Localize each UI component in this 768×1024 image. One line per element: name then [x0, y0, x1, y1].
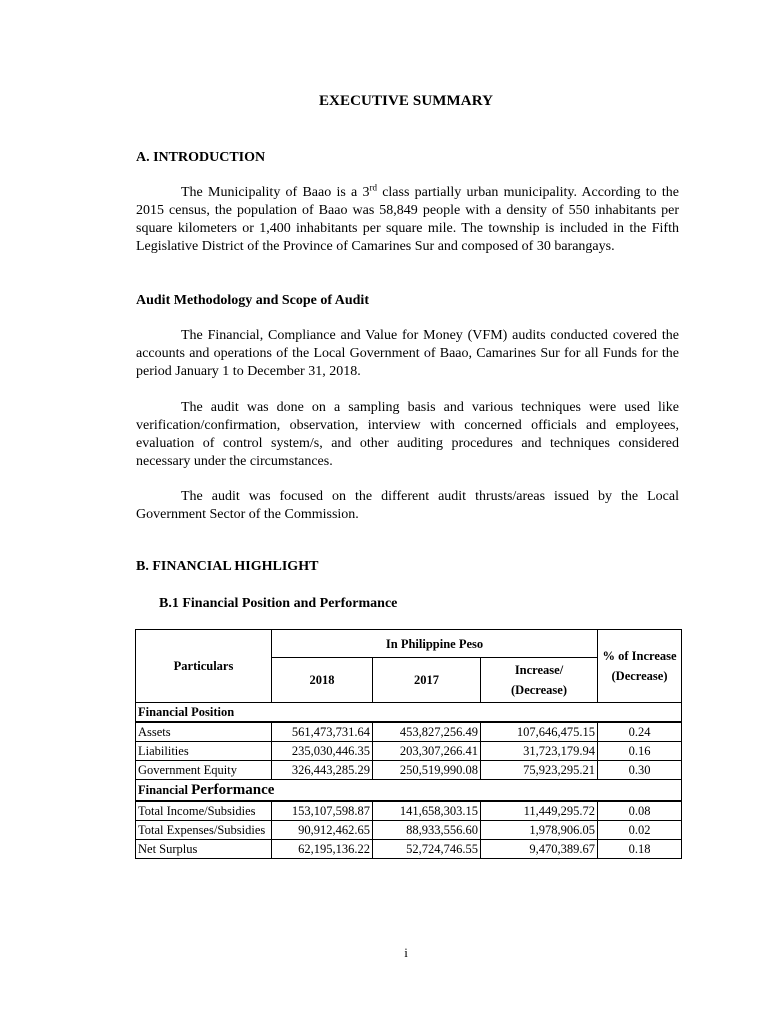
value-2018: 153,107,598.87	[272, 801, 373, 821]
table-row	[136, 801, 682, 821]
header-percent-line2: (Decrease)	[611, 669, 668, 683]
value-2018: 326,443,285.29	[272, 761, 373, 780]
header-2018: 2018	[272, 658, 373, 703]
intro-text-start: The Municipality of Baao is a 3	[181, 185, 370, 200]
value-2018: 90,912,462.65	[272, 821, 373, 840]
row-label: Government Equity	[136, 761, 272, 780]
scope-text: The Financial, Compliance and Value for Money (VFM) audits conducted covered the accounts and operations of the Local Government of Baao, Camarines Sur for all Funds for the period January 1 to December 31, 2018.	[136, 328, 679, 379]
section-a-heading: A. INTRODUCTION	[136, 150, 266, 165]
value-2018: 561,473,731.64	[272, 722, 373, 742]
technique-text: The audit was done on a sampling basis and various techniques were used like verification/confirmation, observation, interview with concerned officials and employees, evaluation of control system/s, and other auditing procedures and techniques considered necessary under the circumstances.	[136, 400, 679, 469]
header-increase	[481, 658, 598, 703]
financial-table	[135, 629, 682, 859]
value-2017: 203,307,266.41	[373, 742, 481, 761]
value-increase: 75,923,295.21	[481, 761, 598, 780]
value-percent: 0.18	[598, 840, 682, 859]
focus-paragraph	[136, 488, 679, 524]
section-label-performance-b: Performance	[191, 782, 275, 798]
value-percent: 0.24	[598, 722, 682, 742]
value-percent: 0.08	[598, 801, 682, 821]
header-percent	[598, 630, 682, 703]
ordinal-superscript: rd	[369, 182, 377, 193]
intro-text-end: class partially urban municipality. According to the 2015 census, the population of Baao was 58,849 people with a density of 550 inhabitants per square kilometers or 1,400 inhabitants per square mile. The township is included in the Fifth Legislative District of the Province of Camarines Sur and composed of 30 barangays.	[136, 185, 679, 254]
header-percent-line1: % of Increase	[602, 649, 677, 663]
row-label: Net Surplus	[136, 840, 272, 859]
section-row-performance	[136, 780, 682, 802]
value-2017: 453,827,256.49	[373, 722, 481, 742]
row-label: Assets	[136, 722, 272, 742]
value-percent: 0.30	[598, 761, 682, 780]
intro-paragraph	[136, 184, 679, 256]
page-number: i	[404, 945, 408, 960]
value-increase: 107,646,475.15	[481, 722, 598, 742]
value-increase: 1,978,906.05	[481, 821, 598, 840]
value-percent: 0.16	[598, 742, 682, 761]
financial-position-heading: B.1 Financial Position and Performance	[159, 596, 398, 611]
value-increase: 9,470,389.67	[481, 840, 598, 859]
focus-text: The audit was focused on the different audit thrusts/areas issued by the Local Government Sector of the Commission.	[136, 489, 679, 522]
value-2018: 62,195,136.22	[272, 840, 373, 859]
value-increase: 31,723,179.94	[481, 742, 598, 761]
header-increase-line2: (Decrease)	[511, 683, 567, 697]
value-2017: 88,933,556.60	[373, 821, 481, 840]
table-row	[136, 742, 682, 761]
value-increase: 11,449,295.72	[481, 801, 598, 821]
technique-paragraph	[136, 399, 679, 471]
table-row	[136, 821, 682, 840]
section-b-heading: B. FINANCIAL HIGHLIGHT	[136, 559, 319, 574]
header-particulars: Particulars	[136, 630, 272, 703]
value-percent: 0.02	[598, 821, 682, 840]
table-row	[136, 761, 682, 780]
header-2017: 2017	[373, 658, 481, 703]
header-peso-group: In Philippine Peso	[272, 630, 598, 658]
row-label: Liabilities	[136, 742, 272, 761]
value-2017: 141,658,303.15	[373, 801, 481, 821]
row-label: Total Income/Subsidies	[136, 801, 272, 821]
audit-methodology-heading: Audit Methodology and Scope of Audit	[136, 293, 369, 308]
value-2017: 52,724,746.55	[373, 840, 481, 859]
row-label: Total Expenses/Subsidies	[136, 821, 272, 840]
section-label-performance-a: Financial	[138, 783, 192, 797]
value-2018: 235,030,446.35	[272, 742, 373, 761]
section-label-performance	[136, 780, 682, 802]
header-increase-line1: Increase/	[514, 663, 564, 677]
table-row	[136, 722, 682, 742]
section-row-position	[136, 703, 682, 723]
scope-paragraph	[136, 327, 679, 381]
section-label-position: Financial Position	[136, 703, 682, 723]
value-2017: 250,519,990.08	[373, 761, 481, 780]
page-title: EXECUTIVE SUMMARY	[318, 93, 494, 109]
table-row	[136, 840, 682, 859]
